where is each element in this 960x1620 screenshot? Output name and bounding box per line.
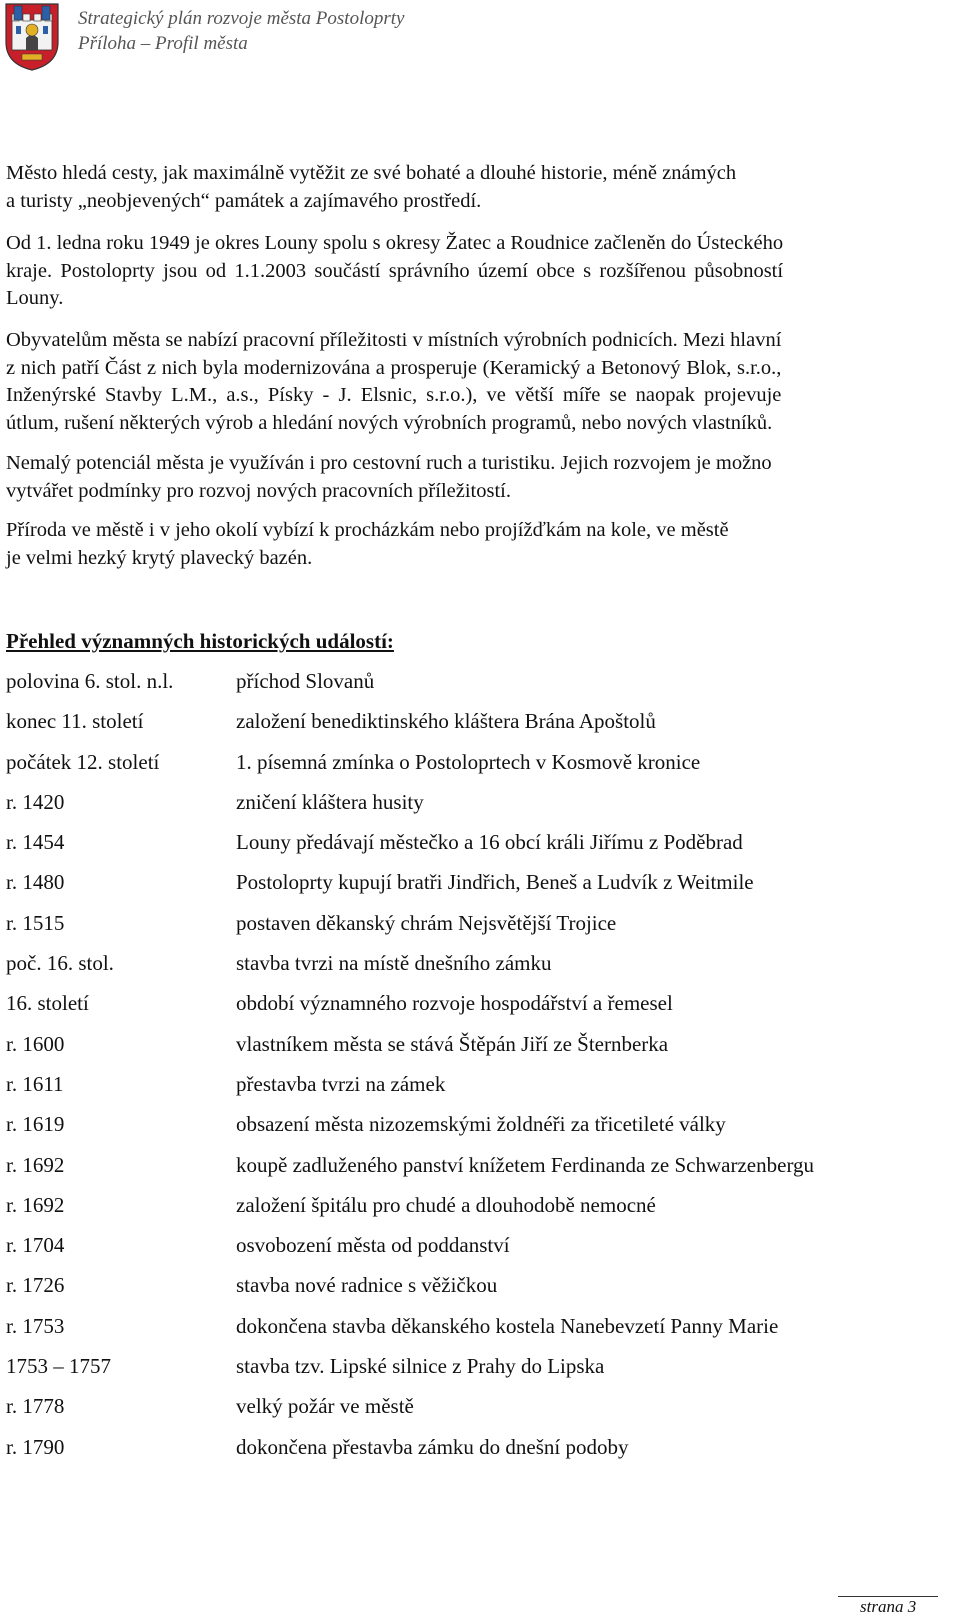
event-description: zničení kláštera husity: [236, 789, 424, 814]
event-date: r. 1515: [6, 910, 65, 935]
event-date: r. 1790: [6, 1434, 65, 1459]
history-event-row: [6, 703, 946, 743]
event-date: r. 1726: [6, 1273, 65, 1298]
history-event-row: [6, 905, 946, 945]
event-date: počátek 12. století: [6, 749, 160, 774]
history-event-row: [6, 864, 946, 904]
event-description: stavba nové radnice s věžičkou: [236, 1273, 498, 1298]
event-date: r. 1692: [6, 1192, 65, 1217]
history-event-row: [6, 1106, 946, 1146]
history-event-row: [6, 1066, 946, 1106]
paragraph-nature: [6, 517, 729, 572]
paragraph-line: Inženýrské Stavby L.M., a.s., Písky - J. Elsnic, s.r.o.), ve větší míře se naopak projevuje: [6, 384, 782, 406]
paragraph-line: útlum, rušení některých výrob a hledání nových výrobních programů, nebo nových vlastníků.: [6, 411, 773, 434]
history-event-row: [6, 1026, 946, 1066]
event-description: osvobození města od poddanství: [236, 1233, 510, 1258]
paragraph-line: Louny.: [6, 287, 64, 309]
event-description: Postoloprty kupují bratři Jindřich, Beneš a Ludvík z Weitmile: [236, 870, 754, 895]
paragraph-line: z nich patří Část z nich byla modernizována a prosperuje (Keramický a Betonový Blok, s.r.o.,: [6, 356, 782, 379]
paragraph-line: Nemalý potenciál města je využíván i pro cestovní ruch a turistiku. Jejich rozvojem je možno: [6, 452, 772, 474]
event-date: r. 1454: [6, 830, 65, 855]
history-event-row: [6, 1267, 946, 1307]
header-text: [78, 6, 404, 56]
paragraph-line: Obyvatelům města se nabízí pracovní příležitosti v místních výrobních podnicích. Mezi hlavní: [6, 329, 782, 351]
event-description: velký požár ve městě: [236, 1394, 414, 1419]
event-date: 1753 – 1757: [6, 1354, 111, 1379]
history-event-row: [6, 1187, 946, 1227]
event-date: r. 1692: [6, 1152, 65, 1177]
event-date: poč. 16. stol.: [6, 951, 114, 976]
event-description: příchod Slovanů: [236, 669, 375, 693]
document-title: Strategický plán rozvoje města Postoloprty: [78, 8, 405, 29]
event-date: polovina 6. stol. n.l.: [6, 669, 174, 693]
paragraph-intro: [6, 160, 736, 215]
paragraph-tourism: [6, 450, 772, 505]
event-description: stavba tvrzi na místě dnešního zámku: [236, 951, 552, 976]
event-date: r. 1480: [6, 870, 65, 895]
history-event-row: [6, 945, 946, 985]
event-description: vlastníkem města se stává Štěpán Jiří ze Šternberka: [236, 1031, 669, 1056]
event-date: r. 1420: [6, 789, 65, 814]
paragraph-line: Příroda ve městě i v jeho okolí vybízí k procházkám nebo projížďkám na kole, ve městě: [6, 519, 729, 541]
paragraph-line: je velmi hezký krytý plavecký bazén.: [6, 546, 313, 569]
event-description: 1. písemná zmínka o Postoloprtech v Kosmově kronice: [236, 749, 701, 774]
event-description: založení benediktinského kláštera Brána Apoštolů: [236, 709, 656, 734]
event-date: 16. století: [6, 991, 89, 1016]
event-description: obsazení města nizozemskými žoldnéři za třicetileté války: [236, 1112, 726, 1137]
paragraph-administration: [6, 230, 783, 313]
history-event-row: [6, 1227, 946, 1267]
history-event-row: [6, 1388, 946, 1428]
history-event-row: [6, 1308, 946, 1348]
town-crest-icon: [4, 2, 60, 72]
document-subtitle: Příloha – Profil města: [78, 33, 248, 54]
event-date: r. 1704: [6, 1233, 65, 1258]
page-number: strana 3: [860, 1597, 917, 1616]
paragraph-line: a turisty „neobjevených“ památek a zajímavého prostředí.: [6, 189, 482, 212]
history-event-row: [6, 663, 946, 703]
event-date: r. 1619: [6, 1112, 65, 1137]
event-description: Louny předávají městečko a 16 obcí králi Jiřímu z Poděbrad: [236, 830, 743, 855]
event-date: konec 11. století: [6, 709, 144, 734]
event-description: postaven děkanský chrám Nejsvětější Trojice: [236, 910, 617, 935]
event-date: r. 1778: [6, 1394, 65, 1419]
event-description: dokončena přestavba zámku do dnešní podoby: [236, 1434, 629, 1459]
history-section-title: Přehled významných historických událostí:: [6, 629, 394, 653]
event-description: období významného rozvoje hospodářství a řemesel: [236, 991, 673, 1016]
event-description: přestavba tvrzi na zámek: [236, 1071, 446, 1096]
history-event-row: [6, 784, 946, 824]
history-event-row: [6, 824, 946, 864]
history-events-list: [6, 663, 946, 1469]
paragraph-line: Město hledá cesty, jak maximálně vytěžit ze své bohaté a dlouhé historie, méně známých: [6, 162, 737, 184]
event-description: stavba tzv. Lipské silnice z Prahy do Lipska: [236, 1354, 605, 1379]
page-header: [0, 0, 960, 80]
event-description: založení špitálu pro chudé a dlouhodobě nemocné: [236, 1192, 656, 1217]
event-description: dokončena stavba děkanského kostela Nanebevzetí Panny Marie: [236, 1313, 779, 1338]
paragraph-employment: [6, 327, 781, 437]
history-event-row: [6, 1147, 946, 1187]
event-date: r. 1753: [6, 1313, 65, 1338]
history-event-row: [6, 985, 946, 1025]
paragraph-line: vytvářet podmínky pro rozvoj nových pracovních příležitostí.: [6, 479, 511, 502]
history-event-row: [6, 1348, 946, 1388]
paragraph-line: kraje. Postoloprty jsou od 1.1.2003 součástí správního území obce s rozšířenou působností: [6, 259, 784, 282]
event-date: r. 1600: [6, 1031, 65, 1056]
event-date: r. 1611: [6, 1071, 64, 1096]
history-event-row: [6, 1429, 946, 1469]
paragraph-line: Od 1. ledna roku 1949 je okres Louny spolu s okresy Žatec a Roudnice začleněn do Ústeckého: [6, 232, 784, 254]
history-event-row: [6, 744, 946, 784]
event-description: koupě zadluženého panství knížetem Ferdinanda ze Schwarzenbergu: [236, 1152, 815, 1177]
